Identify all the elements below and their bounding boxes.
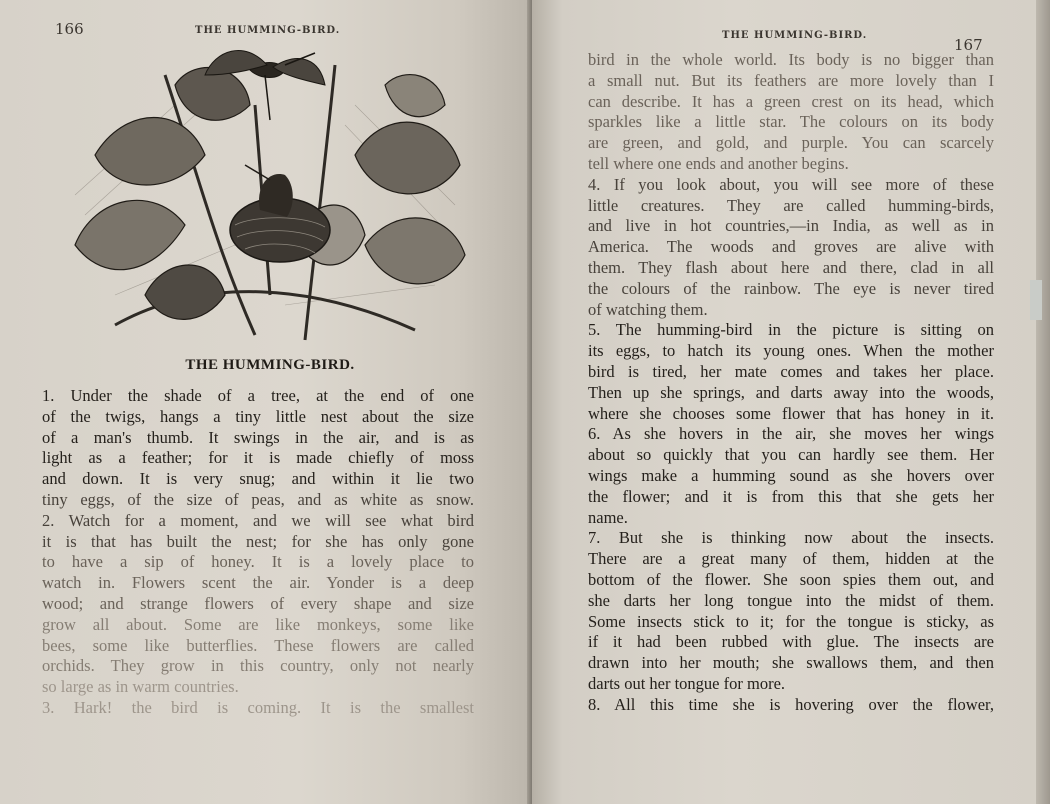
text-line: and live in hot countries,—in India, as well as in — [588, 216, 994, 236]
text-line: wings make a humming sound as she hovers over — [588, 465, 994, 485]
right-page-text — [588, 50, 994, 716]
page-number-left: 166 — [55, 20, 84, 38]
text-line: 8. All this time she is hovering over the flower, — [588, 694, 994, 714]
text-line: she darts her long tongue into the midst of them. — [588, 590, 994, 610]
text-line: orchids. They grow in this country, only not nearly — [42, 656, 474, 676]
text-line: the flower; and it is from this that she gets her — [588, 486, 994, 506]
text-line: can describe. It has a green crest on its head, which — [588, 91, 994, 111]
page-edge — [1036, 0, 1050, 804]
text-line: name. — [588, 507, 628, 527]
text-line: little creatures. They are called humming-birds, — [588, 195, 994, 215]
text-line: America. The woods and groves are alive with — [588, 237, 994, 257]
text-line: darts out her tongue for more. — [588, 673, 786, 693]
text-line: tell where one ends and another begins. — [588, 153, 849, 173]
running-head-right: THE HUMMING-BIRD. — [722, 30, 868, 41]
text-line: bottom of the flower. She soon spies them out, and — [588, 569, 994, 589]
text-line: and down. It is very snug; and within it lie two — [42, 469, 474, 489]
text-line: of a man's thumb. It swings in the air, and is as — [42, 427, 474, 447]
left-page-text — [42, 386, 474, 719]
text-line: 3. Hark! the bird is coming. It is the smallest — [42, 697, 474, 717]
running-head-left: THE HUMMING-BIRD. — [195, 25, 341, 36]
text-line: so large as in warm countries. — [42, 677, 239, 697]
text-line: about so quickly that you can hardly see them. Her — [588, 445, 994, 465]
chapter-title: THE HUMMING-BIRD. — [185, 357, 355, 373]
text-line: 4. If you look about, you will see more of these — [588, 174, 994, 194]
text-line: 6. As she hovers in the air, she moves her wings — [588, 424, 994, 444]
text-line: to have a sip of honey. It is a lovely place to — [42, 552, 474, 572]
text-line: the colours of the rainbow. The eye is never tired — [588, 278, 994, 298]
text-line: them. They flash about here and there, clad in all — [588, 257, 994, 277]
text-line: it is that has built the nest; for she has only gone — [42, 531, 474, 551]
text-line: 7. But she is thinking now about the insects. — [588, 528, 994, 548]
text-line: 2. Watch for a moment, and we will see what bird — [42, 510, 474, 530]
humming-bird-illustration — [55, 45, 470, 345]
text-line: There are a great many of them, hidden at the — [588, 549, 994, 569]
text-line: 1. Under the shade of a tree, at the end of one — [42, 386, 474, 405]
text-line: 5. The humming-bird in the picture is sitting on — [588, 320, 994, 340]
text-line: wood; and strange flowers of every shape and size — [42, 593, 474, 613]
text-line: are green, and gold, and purple. You can scarcely — [588, 133, 994, 153]
text-line: bees, some like butterflies. These flowers are called — [42, 635, 474, 655]
text-line: bird is tired, her mate comes and takes her place. — [588, 361, 994, 381]
page-tab — [1030, 280, 1042, 320]
text-line: sparkles like a little star. The colours on its body — [588, 112, 994, 132]
text-line: a small nut. But its feathers are more lovely than I — [588, 70, 994, 90]
text-line: of watching them. — [588, 299, 708, 319]
text-line: drawn into her mouth; she swallows them, and then — [588, 653, 994, 673]
text-line: tiny eggs, of the size of peas, and as white as snow. — [42, 489, 474, 509]
text-line: light as a feather; for it is made chiefly of moss — [42, 448, 474, 468]
text-line: watch in. Flowers scent the air. Yonder is a deep — [42, 573, 474, 593]
text-line: Some insects stick to it; for the tongue is sticky, as — [588, 611, 994, 631]
text-line: its eggs, to hatch its young ones. When the mother — [588, 341, 994, 361]
text-line: Then up she springs, and darts away into the woods, — [588, 382, 994, 402]
text-line: of the twigs, hangs a tiny little nest about the size — [42, 406, 474, 426]
text-line: where she chooses some flower that has honey in it. — [588, 403, 994, 423]
text-line: bird in the whole world. Its body is no bigger than — [588, 50, 994, 69]
text-line: if it had been rubbed with glue. The insects are — [588, 632, 994, 652]
page-number-right: 167 — [954, 36, 983, 54]
text-line: grow all about. Some are like monkeys, some like — [42, 614, 474, 634]
